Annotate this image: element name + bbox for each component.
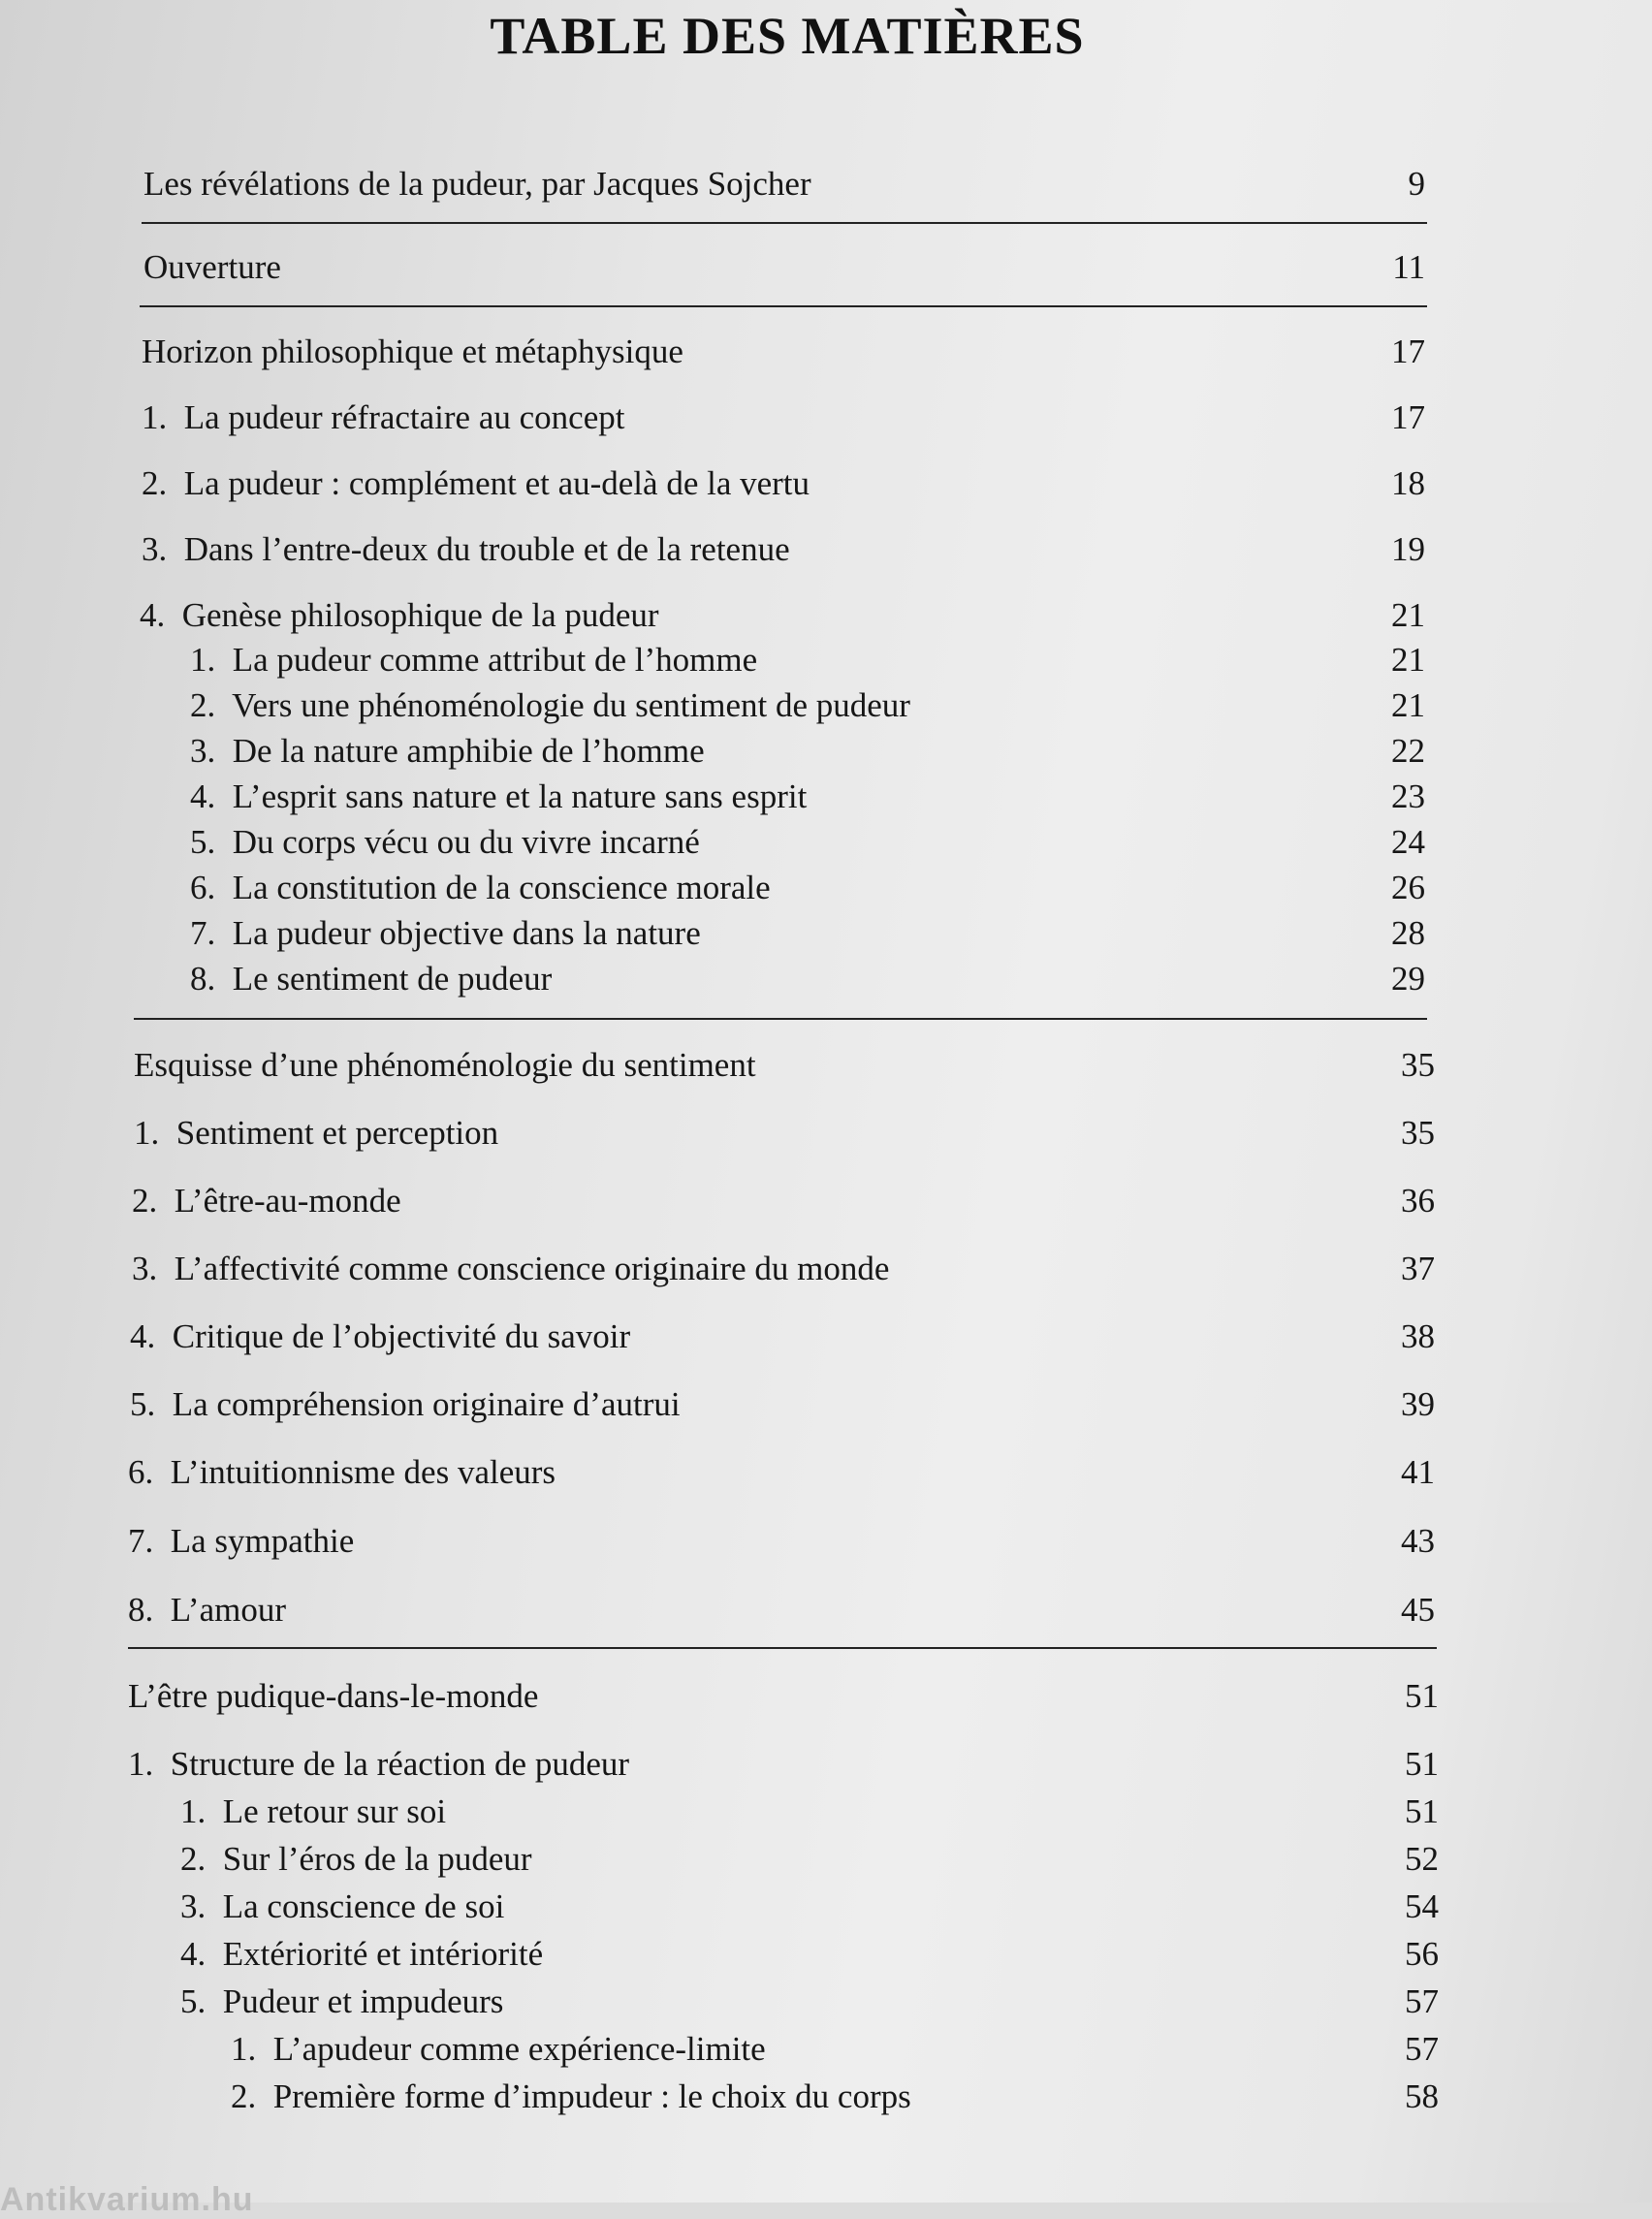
item-label: La pudeur : complément et au-delà de la vertu	[183, 464, 810, 502]
item-num: 7.	[128, 1522, 154, 1560]
divider	[134, 1018, 1427, 1020]
subitem-page: 56	[1405, 1935, 1439, 1973]
toc-subitem	[190, 960, 552, 999]
toc-item	[142, 530, 790, 569]
item-page: 37	[1401, 1250, 1435, 1287]
subitem-page: 23	[1391, 777, 1425, 815]
item-num: 4.	[140, 596, 166, 634]
item-num: 6.	[128, 1453, 154, 1491]
toc-item	[132, 1182, 401, 1220]
item-label: La compréhension originaire d’autrui	[172, 1385, 681, 1423]
subitem-num: 4.	[180, 1935, 206, 1973]
toc-subitem	[190, 686, 910, 725]
toc-subitem	[190, 914, 701, 953]
toc-subitem	[190, 823, 700, 862]
watermark: Antikvarium.hu	[0, 2181, 254, 2218]
subitem-page: 21	[1391, 641, 1425, 679]
subitem-num: 4.	[190, 777, 216, 815]
subsubitem-label: Première forme d’impudeur : le choix du corps	[272, 2077, 911, 2115]
item-page: 17	[1391, 398, 1425, 436]
item-num: 3.	[132, 1250, 158, 1287]
item-num: 3.	[142, 530, 168, 568]
item-label: L’affectivité comme conscience originaire du monde	[174, 1250, 890, 1287]
entry-label: Ouverture	[143, 248, 281, 286]
item-page: 41	[1401, 1453, 1435, 1491]
subitem-label: La pudeur comme attribut de l’homme	[232, 641, 758, 679]
subsubitem-num: 2.	[231, 2077, 257, 2115]
toc-item	[128, 1453, 556, 1492]
toc-subitem	[180, 1887, 504, 1926]
toc-item	[132, 1250, 889, 1288]
item-label: La sympathie	[170, 1522, 355, 1560]
toc-entry-ouverture	[143, 248, 281, 287]
item-num: 1.	[142, 398, 168, 436]
toc-item	[128, 1522, 354, 1561]
subitem-num: 2.	[190, 686, 216, 724]
subitem-label: La constitution de la conscience morale	[232, 869, 771, 906]
subitem-num: 8.	[190, 960, 216, 998]
subitem-label: Vers une phénoménologie du sentiment de pudeur	[232, 686, 910, 724]
item-num: 8.	[128, 1591, 154, 1629]
toc-subitem	[180, 1935, 543, 1974]
toc-subitem	[190, 641, 757, 680]
subitem-num: 5.	[180, 1982, 206, 2020]
toc-item	[142, 464, 810, 503]
toc-subitem	[190, 732, 705, 771]
toc-item	[140, 596, 659, 635]
toc-item	[134, 1114, 498, 1153]
item-num: 1.	[134, 1114, 160, 1152]
divider	[142, 222, 1427, 224]
subitem-page: 26	[1391, 869, 1425, 906]
toc-subitem	[180, 1982, 503, 2021]
subitem-page: 28	[1391, 914, 1425, 952]
toc-item	[130, 1317, 630, 1356]
item-label: Critique de l’objectivité du savoir	[172, 1317, 631, 1355]
item-page: 39	[1401, 1385, 1435, 1423]
toc-item	[128, 1745, 629, 1784]
subsubitem-num: 1.	[231, 2030, 257, 2068]
entry-page: 11	[1392, 248, 1425, 286]
item-label: Genèse philosophique de la pudeur	[181, 596, 659, 634]
section-page: 51	[1405, 1677, 1439, 1715]
item-label: La pudeur réfractaire au concept	[183, 398, 625, 436]
subitem-label: De la nature amphibie de l’homme	[232, 732, 705, 770]
item-label: L’être-au-monde	[174, 1182, 401, 1220]
subitem-num: 1.	[190, 641, 216, 679]
subitem-page: 21	[1391, 686, 1425, 724]
item-page: 45	[1401, 1591, 1435, 1629]
item-page: 35	[1401, 1114, 1435, 1152]
subitem-label: Le sentiment de pudeur	[232, 960, 553, 998]
subsubitem-page: 58	[1405, 2077, 1439, 2115]
item-label: Dans l’entre-deux du trouble et de la retenue	[183, 530, 790, 568]
subitem-label: Sur l’éros de la pudeur	[222, 1840, 532, 1878]
item-page: 18	[1391, 464, 1425, 502]
entry-page: 9	[1408, 165, 1425, 203]
item-label: L’intuitionnisme des valeurs	[170, 1453, 556, 1491]
subitem-label: La conscience de soi	[222, 1887, 505, 1925]
toc-item	[128, 1591, 286, 1630]
toc-subitem	[180, 1840, 532, 1879]
item-page: 43	[1401, 1522, 1435, 1560]
item-num: 2.	[142, 464, 168, 502]
subitem-page: 54	[1405, 1887, 1439, 1925]
subitem-page: 29	[1391, 960, 1425, 998]
item-num: 5.	[130, 1385, 156, 1423]
subsubitem-page: 57	[1405, 2030, 1439, 2068]
item-page: 51	[1405, 1745, 1439, 1783]
toc-subitem	[190, 869, 771, 907]
subitem-num: 6.	[190, 869, 216, 906]
subitem-label: Le retour sur soi	[222, 1792, 447, 1830]
subitem-page: 52	[1405, 1840, 1439, 1878]
section-page: 17	[1391, 333, 1425, 370]
divider	[140, 305, 1427, 307]
subitem-num: 7.	[190, 914, 216, 952]
subitem-page: 51	[1405, 1792, 1439, 1830]
item-label: Structure de la réaction de pudeur	[170, 1745, 630, 1783]
section-heading: L’être pudique-dans-le-monde	[128, 1677, 539, 1715]
subsubitem-label: L’apudeur comme expérience-limite	[272, 2030, 766, 2068]
subitem-page: 57	[1405, 1982, 1439, 2020]
item-num: 2.	[132, 1182, 158, 1220]
section-page: 35	[1401, 1046, 1435, 1084]
subitem-label: Pudeur et impudeurs	[222, 1982, 504, 2020]
item-label: Sentiment et perception	[175, 1114, 499, 1152]
subitem-label: L’esprit sans nature et la nature sans esprit	[232, 777, 808, 815]
item-page: 36	[1401, 1182, 1435, 1220]
divider	[128, 1647, 1437, 1649]
toc-entry-foreword	[143, 165, 811, 204]
toc-subsubitem	[231, 2030, 766, 2069]
item-num: 4.	[130, 1317, 156, 1355]
subitem-label: La pudeur objective dans la nature	[232, 914, 701, 952]
subitem-num: 3.	[180, 1887, 206, 1925]
item-page: 21	[1391, 596, 1425, 634]
subitem-page: 24	[1391, 823, 1425, 861]
toc-subsubitem	[231, 2077, 911, 2116]
subitem-page: 22	[1391, 732, 1425, 770]
subitem-num: 1.	[180, 1792, 206, 1830]
item-num: 1.	[128, 1745, 154, 1783]
item-page: 19	[1391, 530, 1425, 568]
toc-item	[130, 1385, 681, 1424]
item-page: 38	[1401, 1317, 1435, 1355]
page-title: TABLE DES MATIÈRES	[490, 7, 1085, 65]
subitem-num: 2.	[180, 1840, 206, 1878]
toc-subitem	[190, 777, 807, 816]
section-heading: Horizon philosophique et métaphysique	[142, 333, 683, 370]
section-heading: Esquisse d’une phénoménologie du sentiment	[134, 1046, 756, 1084]
subitem-num: 5.	[190, 823, 216, 861]
entry-label: Les révélations de la pudeur, par Jacques Sojcher	[143, 165, 811, 203]
toc-subitem	[180, 1792, 446, 1831]
subitem-label: Du corps vécu ou du vivre incarné	[232, 823, 700, 861]
item-label: L’amour	[170, 1591, 286, 1629]
subitem-num: 3.	[190, 732, 216, 770]
toc-item	[142, 398, 624, 437]
subitem-label: Extériorité et intériorité	[222, 1935, 544, 1973]
